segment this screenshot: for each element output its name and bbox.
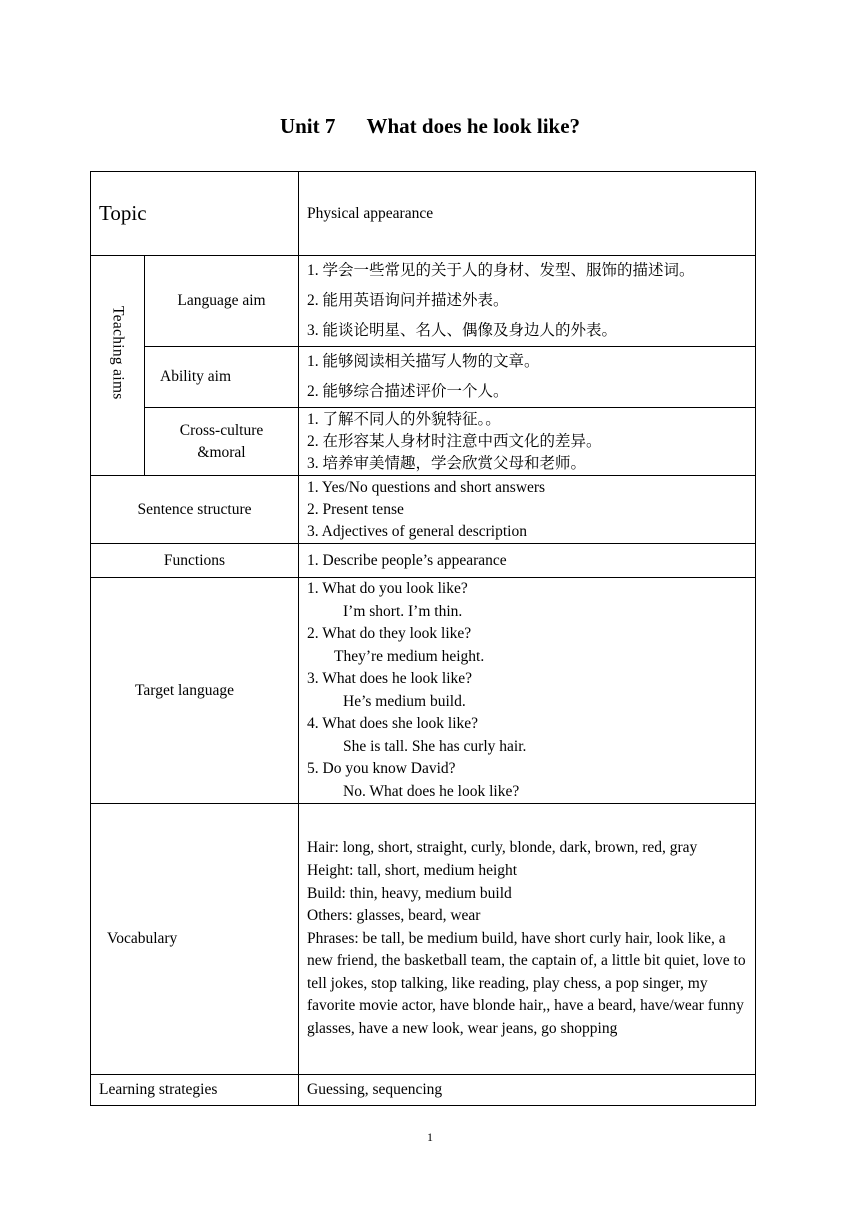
target-language-label: Target language [91, 578, 299, 804]
functions-label: Functions [91, 544, 299, 578]
learning-strategies-value: Guessing, sequencing [299, 1075, 756, 1106]
list-item: 1. 学会一些常见的关于人的身材、发型、服饰的描述词。 [307, 262, 695, 279]
list-item: She is tall. She has curly hair. [343, 737, 527, 755]
page-number: 1 [427, 1130, 433, 1144]
teaching-aims-cell [91, 256, 145, 476]
list-item: 3. Adjectives of general description [307, 522, 527, 540]
ability-aim-items [299, 347, 756, 408]
row-learning-strategies [91, 1075, 756, 1106]
list-item: 1. 了解不同人的外貌特征。。 [307, 410, 501, 428]
row-functions [91, 544, 756, 578]
list-item: No. What does he look like? [343, 782, 520, 800]
row-vocabulary [91, 804, 756, 1075]
list-item: 2. What do they look like? [307, 625, 472, 642]
list-item: 1. 能够阅读相关描写人物的文章。 [307, 353, 540, 370]
sentence-structure-items [299, 476, 756, 544]
list-item: Phrases: be tall, be medium build, have short curly hair, look like, a new friend, the basketball team, the captain of, a little bit quiet, love to tell jokes, stop talking, like reading, play chess, a pop singer, my favorite movie actor, have blonde hair,, have a beard, have/wear funny glasses, have a new look, wear jeans, go shopping [307, 929, 746, 1038]
lesson-plan-table [90, 171, 756, 1106]
cross-culture-items [299, 408, 756, 476]
list-item: Hair: long, short, straight, curly, blonde, dark, brown, red, gray [307, 839, 698, 857]
row-cross-culture [91, 408, 756, 476]
row-topic [91, 172, 756, 256]
list-item: Height: tall, short, medium height [307, 861, 518, 879]
list-item: I’m short. I’m thin. [343, 602, 463, 620]
list-item: Build: thin, heavy, medium build [307, 884, 512, 902]
list-item: 4. What does she look like? [307, 715, 479, 732]
learning-strategies-label: Learning strategies [91, 1075, 299, 1106]
topic-value: Physical appearance [299, 172, 756, 256]
target-language-lines [299, 578, 756, 804]
sentence-structure-label: Sentence structure [91, 476, 299, 544]
list-item: Others: glasses, beard, wear [307, 907, 481, 925]
list-item: 1. What do you look like? [307, 580, 468, 597]
list-item: 1. Yes/No questions and short answers [307, 478, 546, 496]
list-item: 2. 能用英语询问并描述外表。 [307, 292, 509, 309]
teaching-aims-label: Teaching aims [109, 305, 127, 400]
row-sentence-structure [91, 476, 756, 544]
list-item: 2. Present tense [307, 500, 404, 518]
list-item: 3. 能谈论明星、名人、偶像及身边人的外表。 [307, 322, 618, 339]
list-item: 2. 在形容某人身材时注意中西文化的差异。 [307, 432, 602, 450]
vocabulary-label: Vocabulary [91, 804, 299, 1075]
topic-label: Topic [91, 172, 299, 256]
ability-aim-label: Ability aim [145, 347, 299, 408]
list-item: 3. 培养审美情趣，学会欣赏父母和老师。 [307, 454, 587, 472]
list-item: They’re medium height. [334, 647, 485, 665]
list-item: 2. 能够综合描述评价一个人。 [307, 383, 509, 400]
language-aim-items [299, 256, 756, 347]
vocabulary-lines [299, 804, 756, 1075]
list-item: 5. Do you know David? [307, 760, 456, 777]
document-title: Unit 7 What does he look like? [279, 114, 581, 138]
list-item: He’s medium build. [343, 692, 466, 710]
functions-value: 1. Describe people’s appearance [299, 544, 756, 578]
row-language-aim [91, 256, 756, 347]
cross-culture-label: Cross-culture &moral [145, 408, 299, 476]
list-item: 3. What does he look like? [307, 670, 473, 687]
row-target-language [91, 578, 756, 804]
row-ability-aim [91, 347, 756, 408]
language-aim-label: Language aim [145, 256, 299, 347]
